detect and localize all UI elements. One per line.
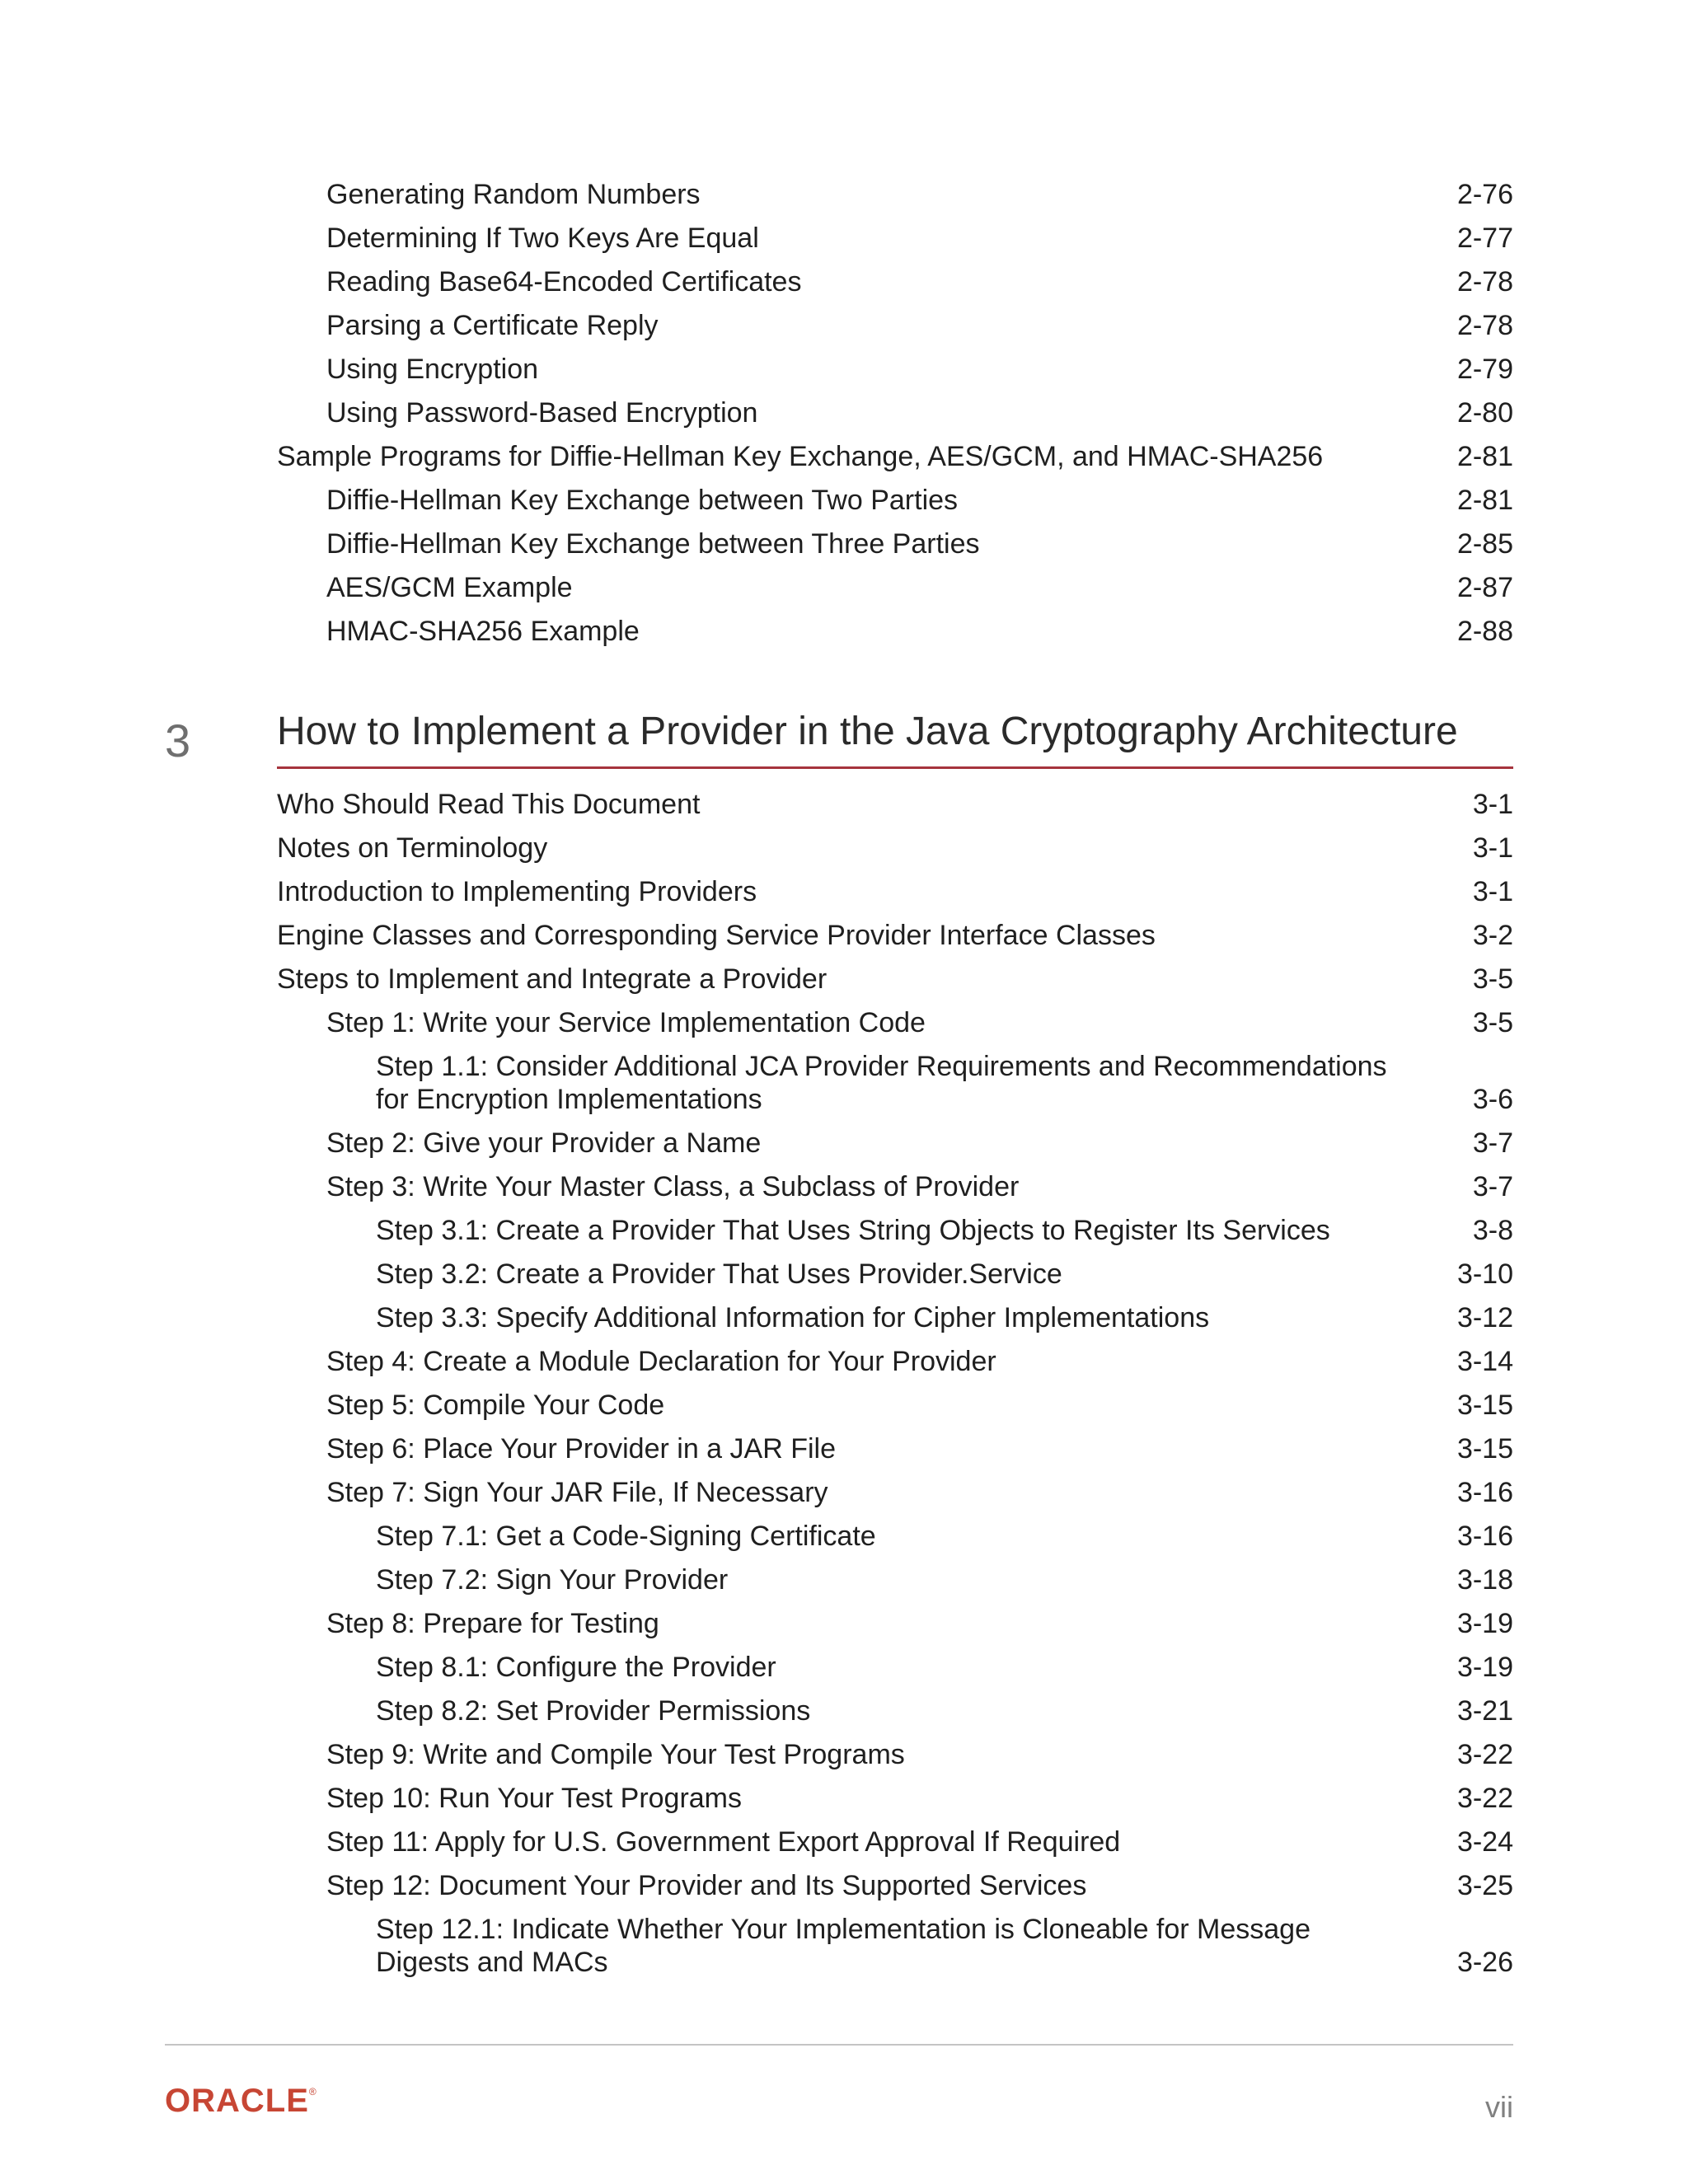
toc-entry-title[interactable]: Determining If Two Keys Are Equal	[326, 223, 759, 254]
toc-entry[interactable]	[277, 566, 1513, 610]
toc-entry-title[interactable]: HMAC-SHA256 Example	[326, 616, 640, 647]
toc-entry[interactable]	[277, 1296, 1513, 1340]
toc-entry[interactable]	[277, 391, 1513, 435]
toc-entry-page[interactable]: 3-16	[1456, 1477, 1513, 1508]
toc-entry-page[interactable]: 3-1	[1472, 789, 1513, 820]
toc-entry[interactable]	[277, 783, 1513, 827]
toc-entry-page[interactable]: 3-18	[1456, 1564, 1513, 1596]
toc-entry-title[interactable]: Step 3: Write Your Master Class, a Subclass of Provider	[326, 1171, 1020, 1202]
toc-entry[interactable]	[277, 1384, 1513, 1427]
toc-entry-page[interactable]: 3-5	[1472, 963, 1513, 995]
toc-entry[interactable]	[277, 1515, 1513, 1558]
registered-mark: ®	[308, 2086, 317, 2097]
toc-entry[interactable]	[277, 304, 1513, 348]
toc-entry[interactable]	[277, 1471, 1513, 1515]
toc-entry[interactable]	[277, 1646, 1513, 1690]
toc-entry-title[interactable]: Reading Base64-Encoded Certificates	[326, 266, 802, 298]
toc-entry-title[interactable]: Using Password-Based Encryption	[326, 397, 758, 429]
toc-entry-title[interactable]: Step 10: Run Your Test Programs	[326, 1783, 743, 1814]
toc-entry-page[interactable]: 3-14	[1456, 1346, 1513, 1377]
toc-entry-page[interactable]: 3-8	[1472, 1215, 1513, 1246]
toc-entry[interactable]	[277, 1821, 1513, 1864]
toc-entry[interactable]	[277, 217, 1513, 260]
toc-entry-page[interactable]: 3-5	[1472, 1007, 1513, 1038]
toc-entry-page[interactable]: 3-7	[1472, 1127, 1513, 1159]
footer-divider	[165, 2044, 1513, 2046]
toc-entry-page[interactable]: 3-15	[1456, 1390, 1513, 1421]
toc-entry-title[interactable]: Using Encryption	[326, 354, 539, 385]
toc-entry-page[interactable]: 3-15	[1456, 1433, 1513, 1465]
toc-entry[interactable]	[277, 1165, 1513, 1209]
toc-entry[interactable]	[277, 1558, 1513, 1602]
toc-entry-page[interactable]: 2-79	[1456, 354, 1513, 385]
toc-entry-title[interactable]: Step 11: Apply for U.S. Government Export Approval If Required	[326, 1826, 1121, 1858]
toc-entry-title[interactable]: Step 7: Sign Your JAR File, If Necessary	[326, 1477, 828, 1508]
toc-entry-title[interactable]: Step 9: Write and Compile Your Test Programs	[326, 1739, 905, 1770]
chapter-title: How to Implement a Provider in the Java Cryptography Architecture	[277, 710, 1458, 753]
chapter-heading	[165, 709, 1513, 770]
toc-entry[interactable]	[277, 1864, 1513, 1908]
toc-entry[interactable]	[277, 958, 1513, 1001]
toc-entry-title[interactable]: Engine Classes and Corresponding Service Provider Interface Classes	[277, 920, 1156, 951]
logo-text: ORACLE	[165, 2083, 309, 2119]
toc-entry[interactable]	[277, 914, 1513, 958]
toc-entry-page[interactable]: 2-80	[1456, 397, 1513, 429]
toc-entry-title[interactable]: Sample Programs for Diffie-Hellman Key Exchange, AES/GCM, and HMAC-SHA256	[277, 441, 1324, 472]
toc-entry-page[interactable]: 2-88	[1456, 616, 1513, 647]
page-number: vii	[1485, 2090, 1513, 2124]
toc-entry-title[interactable]: Step 6: Place Your Provider in a JAR File	[326, 1433, 836, 1465]
toc-entry[interactable]	[277, 1733, 1513, 1777]
toc-entry-page[interactable]: 2-81	[1456, 485, 1513, 516]
toc-entry-page[interactable]: 2-81	[1456, 441, 1513, 472]
toc-entry-title[interactable]: Step 8: Prepare for Testing	[326, 1608, 659, 1639]
toc-entry-page[interactable]: 3-1	[1472, 876, 1513, 907]
toc-entry-title[interactable]: Diffie-Hellman Key Exchange between Two Parties	[326, 485, 959, 516]
toc-entry[interactable]	[277, 173, 1513, 217]
toc-entry[interactable]	[277, 827, 1513, 870]
toc-entry-title[interactable]: Step 1: Write your Service Implementation Code	[326, 1007, 926, 1038]
toc-entry[interactable]	[277, 523, 1513, 566]
toc-entry-page[interactable]: 3-22	[1456, 1739, 1513, 1770]
toc-entry[interactable]	[277, 1209, 1513, 1253]
toc-entry-title[interactable]: Parsing a Certificate Reply	[326, 310, 659, 341]
toc-entry[interactable]	[277, 1340, 1513, 1384]
chapter-number: 3	[165, 715, 191, 766]
toc-entry[interactable]	[277, 260, 1513, 304]
toc-entry-page[interactable]: 3-26	[1456, 1947, 1513, 1978]
toc-entry-title[interactable]: Step 3.1: Create a Provider That Uses String Objects to Register Its Services	[376, 1215, 1330, 1246]
toc-continued-section	[277, 173, 1513, 654]
toc-entry-title[interactable]: Step 4: Create a Module Declaration for Your Provider	[326, 1346, 996, 1377]
toc-entry-title[interactable]: Notes on Terminology	[277, 832, 548, 864]
toc-entry-page[interactable]: 3-6	[1472, 1084, 1513, 1115]
toc-entry[interactable]	[277, 348, 1513, 391]
toc-entry-title[interactable]: Step 8.2: Set Provider Permissions	[376, 1695, 811, 1727]
toc-entry-page[interactable]: 3-2	[1472, 920, 1513, 951]
toc-entry[interactable]	[277, 1001, 1513, 1045]
toc-entry-page[interactable]: 3-24	[1456, 1826, 1513, 1858]
toc-entry[interactable]	[277, 1908, 1513, 1985]
toc-entry[interactable]	[277, 1777, 1513, 1821]
toc-entry[interactable]	[277, 1427, 1513, 1471]
toc-entry-title[interactable]: Who Should Read This Document	[277, 789, 701, 820]
toc-entry-page[interactable]: 3-10	[1456, 1258, 1513, 1290]
toc-entry-title[interactable]: Steps to Implement and Integrate a Provider	[277, 963, 828, 995]
toc-entry-title[interactable]: Step 8.1: Configure the Provider	[376, 1652, 776, 1683]
toc-entry-page[interactable]: 2-87	[1456, 572, 1513, 603]
toc-entry[interactable]	[277, 435, 1513, 479]
toc-entry-page[interactable]: 3-19	[1456, 1652, 1513, 1683]
toc-entry-title[interactable]: Generating Random Numbers	[326, 179, 701, 210]
toc-entry[interactable]	[277, 610, 1513, 654]
toc-entry-page[interactable]: 3-12	[1456, 1302, 1513, 1333]
toc-entry-page[interactable]: 3-1	[1472, 832, 1513, 864]
chapter-divider	[277, 766, 1513, 769]
toc-entry[interactable]	[277, 1045, 1513, 1122]
toc-entry-title[interactable]: Step 7.2: Sign Your Provider	[376, 1564, 729, 1596]
toc-entry-title[interactable]: AES/GCM Example	[326, 572, 573, 603]
toc-entry-page[interactable]: 3-21	[1456, 1695, 1513, 1727]
toc-entry-page[interactable]: 2-78	[1456, 310, 1513, 341]
toc-entry-title[interactable]: Introduction to Implementing Providers	[277, 876, 757, 907]
toc-entry-title[interactable]: Step 1.1: Consider Additional JCA Provider Requirements and Recommendations for Encryption Implementations	[376, 1051, 1387, 1115]
toc-entry[interactable]	[277, 1253, 1513, 1296]
toc-entry[interactable]	[277, 870, 1513, 914]
toc-entry-page[interactable]: 3-7	[1472, 1171, 1513, 1202]
toc-entry-page[interactable]: 3-19	[1456, 1608, 1513, 1639]
toc-entry[interactable]	[277, 1122, 1513, 1165]
toc-entry[interactable]	[277, 479, 1513, 523]
toc-entry-title[interactable]: Step 12.1: Indicate Whether Your Implementation is Cloneable for Message Digests and MACs	[376, 1914, 1311, 1978]
toc-entry-title[interactable]: Diffie-Hellman Key Exchange between Three Parties	[326, 528, 980, 560]
toc-entry[interactable]	[277, 1602, 1513, 1646]
toc-entry-page[interactable]: 3-16	[1456, 1521, 1513, 1552]
toc-entry-page[interactable]: 2-76	[1456, 179, 1513, 210]
toc-entry-title[interactable]: Step 3.2: Create a Provider That Uses Provider.Service	[376, 1258, 1062, 1290]
oracle-logo	[165, 2083, 317, 2120]
toc-entry-page[interactable]: 2-77	[1456, 223, 1513, 254]
toc-entry-page[interactable]: 3-22	[1456, 1783, 1513, 1814]
toc-entry-title[interactable]: Step 3.3: Specify Additional Information for Cipher Implementations	[376, 1302, 1210, 1333]
toc-entry-title[interactable]: Step 5: Compile Your Code	[326, 1390, 665, 1421]
toc-entry-title[interactable]: Step 12: Document Your Provider and Its Supported Services	[326, 1870, 1087, 1901]
toc-entry-page[interactable]: 3-25	[1456, 1870, 1513, 1901]
toc-entry-page[interactable]: 2-78	[1456, 266, 1513, 298]
toc-entry[interactable]	[277, 1690, 1513, 1733]
toc-entry-title[interactable]: Step 7.1: Get a Code-Signing Certificate	[376, 1521, 876, 1552]
toc-entry-page[interactable]: 2-85	[1456, 528, 1513, 560]
toc-entry-title[interactable]: Step 2: Give your Provider a Name	[326, 1127, 762, 1159]
toc-chapter-3-section	[277, 783, 1513, 1985]
